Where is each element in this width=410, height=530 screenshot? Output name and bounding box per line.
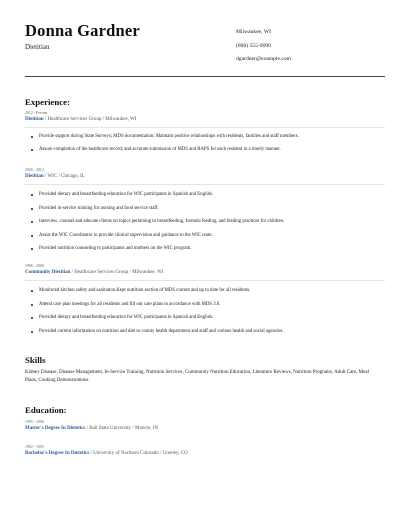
- job-bullets: [31, 288, 385, 335]
- list-item: Provided in-service training for nursing and food service staff.: [31, 206, 385, 212]
- contact-phone: (800) 555-9090: [236, 42, 271, 49]
- bullet-dot-icon: [31, 149, 33, 151]
- job-divider: [25, 184, 385, 185]
- bullet-dot-icon: [31, 290, 33, 292]
- list-item: Attend care plan meetings for all residents and fill out care plans in accordance with MDS 3.0.: [31, 302, 385, 308]
- education-dates: 1992 - 1995: [25, 445, 44, 449]
- education-entry-1: [25, 420, 385, 432]
- job-entry-3: [25, 264, 385, 334]
- education-dates: 1995 - 1996: [25, 420, 44, 424]
- education-school: / Ball State University / Muncie, IN: [85, 426, 159, 431]
- list-item: Interview, counsel and educate clients on topics pertaining to breastfeeding, formula feeding, and feeding practices for children.: [31, 219, 385, 225]
- job-organization: / Healthcare Services Group / Milwaukee, WI: [43, 117, 137, 122]
- job-position: Dietitian: [25, 174, 44, 179]
- education-entry-2: [25, 445, 385, 457]
- bullet-dot-icon: [31, 194, 33, 196]
- bullet-dot-icon: [31, 331, 33, 333]
- list-item: Assist the WIC Coordinator to provide clinical supervision and guidance to the WIC team.: [31, 233, 385, 239]
- job-title: [25, 116, 385, 123]
- list-item: Provided current information on nutrition and diet to county health department and staff and various health and social agencies.: [31, 329, 385, 335]
- contact-block: [236, 29, 291, 70]
- job-position: Community Dietitian: [25, 270, 71, 275]
- bullet-dot-icon: [31, 208, 33, 210]
- job-dates: 1996 - 2006: [25, 264, 44, 268]
- list-item: Provided dietary and breastfeeding education for WIC participants in Spanish and English.: [31, 192, 385, 198]
- list-item: Assure completion of the healthcare record; and accurate submission of MDS and RAPS for each resident in a timely manner.: [31, 147, 385, 153]
- experience-heading: Experience:: [25, 97, 70, 107]
- bullet-dot-icon: [31, 304, 33, 306]
- job-bullets: [31, 134, 385, 153]
- bullet-dot-icon: [31, 235, 33, 237]
- bullet-dot-icon: [31, 136, 33, 138]
- header-divider: [25, 76, 385, 77]
- job-entry-1: [25, 111, 385, 152]
- education-heading: Education:: [25, 405, 67, 415]
- list-item: Provide support during State Surveys; MDS documentation; Maintain positive relationships with residents, families and staff members.: [31, 134, 385, 140]
- education-school: / University of Northern Colorado / Greeley, CO: [89, 451, 188, 456]
- job-title: [25, 173, 385, 180]
- job-dates: 2006 - 2012: [25, 168, 44, 172]
- job-entry-2: [25, 168, 385, 251]
- list-item: Provided dietary and breastfeeding education for WIC participants in Spanish and English.: [31, 315, 385, 321]
- job-bullets: [31, 192, 385, 252]
- skills-heading: Skills: [25, 355, 46, 365]
- job-title: [25, 269, 385, 276]
- education-degree: Master's Degree In Dietetics: [25, 426, 86, 431]
- bullet-dot-icon: [31, 221, 33, 223]
- list-item: Provided nutrition counseling to participants and mothers on the WIC program.: [31, 246, 385, 252]
- bullet-dot-icon: [31, 248, 33, 250]
- job-dates: 2012 - Present: [25, 111, 48, 115]
- job-position: Dietitian: [25, 117, 44, 122]
- contact-email: dgardner@example.com: [236, 56, 292, 62]
- skills-list: Kidney Disease, Disease Management, In-Service Training, Nutrition Services, Community Nutrition Education, Literature Reviews, Nutrition Programs, Adult Care, Meal Plans, Cooking Demonstrations: [25, 370, 369, 383]
- education-title: [25, 450, 385, 457]
- education-title: [25, 425, 385, 432]
- candidate-role: Dietitian: [25, 43, 50, 51]
- contact-location: Milwaukee, WI: [236, 29, 272, 35]
- education-degree: Bachelor's Degree In Dietetics: [25, 451, 90, 456]
- candidate-name: Donna Gardner: [25, 21, 140, 40]
- job-organization: / WIC / Chicago, IL: [43, 174, 85, 179]
- job-divider: [25, 280, 385, 281]
- job-divider: [25, 127, 385, 128]
- job-organization: / Healthcare Services Group / Milwaukee, WI: [70, 270, 164, 275]
- list-item: Monitored kitchen safety and sanitation.Kept nutrition section of MDS current and up to date for all residents.: [31, 288, 385, 294]
- bullet-dot-icon: [31, 317, 33, 319]
